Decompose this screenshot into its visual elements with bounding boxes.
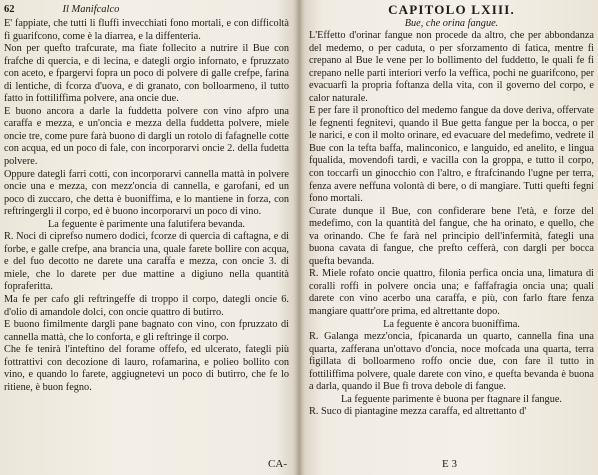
right-page: [303, 4, 596, 472]
catchword: CA-: [268, 458, 287, 471]
running-title: Il Manifcalco: [62, 4, 120, 15]
paragraph: R. Suco di piantagine mezza caraffa, ed altrettanto d': [309, 406, 527, 418]
right-page-footer: [303, 458, 596, 471]
paragraph: E buono ancora a darle la fuddetta polvere con vino afpro una caraffa e mezza, e un'oncia e mezza della fuddetta polvere, miele oncie tre, come pure farà buono di dargli un rotolo di fafagnelle cotte con acqua, ed un poco di fale, con incorporarvi oncie 2. della fudetta polvere.: [4, 105, 289, 168]
chapter-subtitle: Bue, che orina fangue.: [404, 18, 499, 29]
paragraph: E' fappiate, che tutti li fluffi invecchiati fono mortali, e con difficoltà fi guarifcono, come è la diarrea, e la diffenteria.: [4, 18, 289, 42]
paragraph: R. Miele rofato oncie quattro, filonia perfica oncia una, limatura di coralli roffi in polvere oncia una; e faffafragia oncia una; quali darete con vino acerbo una caraffa, e più, con farlo ftare fenza mangiare quattr'ore prima, ed altrettante dopo.: [309, 268, 594, 318]
paragraph: R. Galanga mezz'oncia, fpicanarda un quarto, cannella fina una quarta, zafferana un'ottavo d'oncia, noce mofcada una quarta, terra figillata di bolloarmeno roffo oncie due, con fare il tutto in fottiliffima polvere, quale darete con vino, e quefta bevanda è buona a darla, quando il Bue fi trova debole di fangue.: [309, 331, 594, 393]
page-number: 62: [4, 4, 15, 15]
paragraph: Oppure dategli farri cotti, con incorporarvi cannella mattà in polvere oncie una e mezza, con mezz'oncia di cannella, e garofani, ed un poco di zuccaro, che detta è buoniffima, e lo mantiene in forza, con reftringergli il corpo, ed è buono incorporarvi un poco di vino.: [4, 168, 289, 218]
paragraph: La feguente è ancora buoniffima.: [383, 318, 520, 330]
paragraph: Che fe tenirà l'inteftino del forame offefo, ed ulcerato, fategli più fottrattivi con decozione di lauro, rofamarina, e polieo bollito con vino, e quando lo farete, aggiugnetevi un poco di butirro, che fe lo ritiene, è buon fegno.: [4, 344, 289, 393]
paragraph: L'Effetto d'orinar fangue non procede da altro, che per abbondanza del medemo, o per caduta, o per sforzamento di fatica, mentre fi crepano al Bue le vene per lo bollimento del fuddetto, le quali fe fi crepano nelle parti interiori verfo la veffica, pochi ne guarifcono, per evacuarfi la propria foftanza della vita, con il governo del corpo, e calor naturale.: [309, 30, 594, 104]
signature-mark: E 3: [442, 458, 457, 471]
left-page-header: [4, 4, 289, 18]
paragraph: Curate dunque il Bue, con confiderare bene l'età, e forze del medefimo, con la quantità del fangue, che ha orinato, e quello, che va orinando. Che fe farà nel principio dell'infermità, fategli una buona cavata di fangue, che prefto cefferà, con dargli per bocca quefta bevanda.: [309, 205, 594, 267]
left-page: [2, 4, 293, 472]
paragraph: R. Noci di ciprefso numero dodici, fcorze di quercia di caftagna, e di forbe, e galle crefpe, ana brancia una, quale farete bollire con acqua, e del fuo decotto ne darete una caraffa e mezza, con oncie 3. di miele, che lo darete per due mattine a digiuno nella quantità fopraferitta.: [4, 231, 289, 293]
paragraph: La feguente è parimente una falutifera bevanda.: [48, 218, 245, 230]
left-page-footer: [2, 458, 293, 471]
paragraph: Ma fe per cafo gli reftringeffe di troppo il corpo, dategli oncie 6. d'olio di amandole dolci, con oncie quattro di butirro.: [4, 294, 289, 318]
paragraph: Non per quefto trafcurate, ma fiate follecito a nutrire il Bue con frafche di quercia, e di lecina, e dategli orgio infornato, e fpruzzato con aceto, e fpargervi fopra un poco di polvere di galle crefpe, farina di lentiche, di fcorza d'uova, e di granato, con bolloarmeno, il tutto fatto in fottiliffima polvere, ana oncie due.: [4, 43, 289, 105]
right-page-header: [309, 4, 594, 18]
paragraph: E buono fimilmente dargli pane bagnato con vino, con fpruzzato di cannella mattà, che lo conforta, e gli reftringe il corpo.: [4, 319, 289, 343]
paragraph: E per fare il pronoftico del medemo fangue da dove deriva, offervate le fegnenti fegnitevi, quando il Bue getta fangue per la bocca, o per le narici, e con il molto orinare, ed evacuare del medefimo, vedrete il Bue con la tefta baffa, malinconico, e languido, ed anelito, e lingua fqualida, movendofi tardi, e vacilla con la groppa, e tutto il corpo, con toccarfi un ginocchio con l'altro, e ftrafcinando l'ugne per terra, fenza avere neffuna volontà di bere, o di mangiare. Tutti quefti fegni fono mortali.: [309, 105, 594, 205]
chapter-title: CAPITOLO LXIII.: [388, 2, 515, 17]
paragraph: La feguente parimente è buona per ftagnare il fangue.: [341, 393, 562, 405]
right-page-body: [309, 30, 594, 419]
left-page-body: [4, 18, 289, 394]
